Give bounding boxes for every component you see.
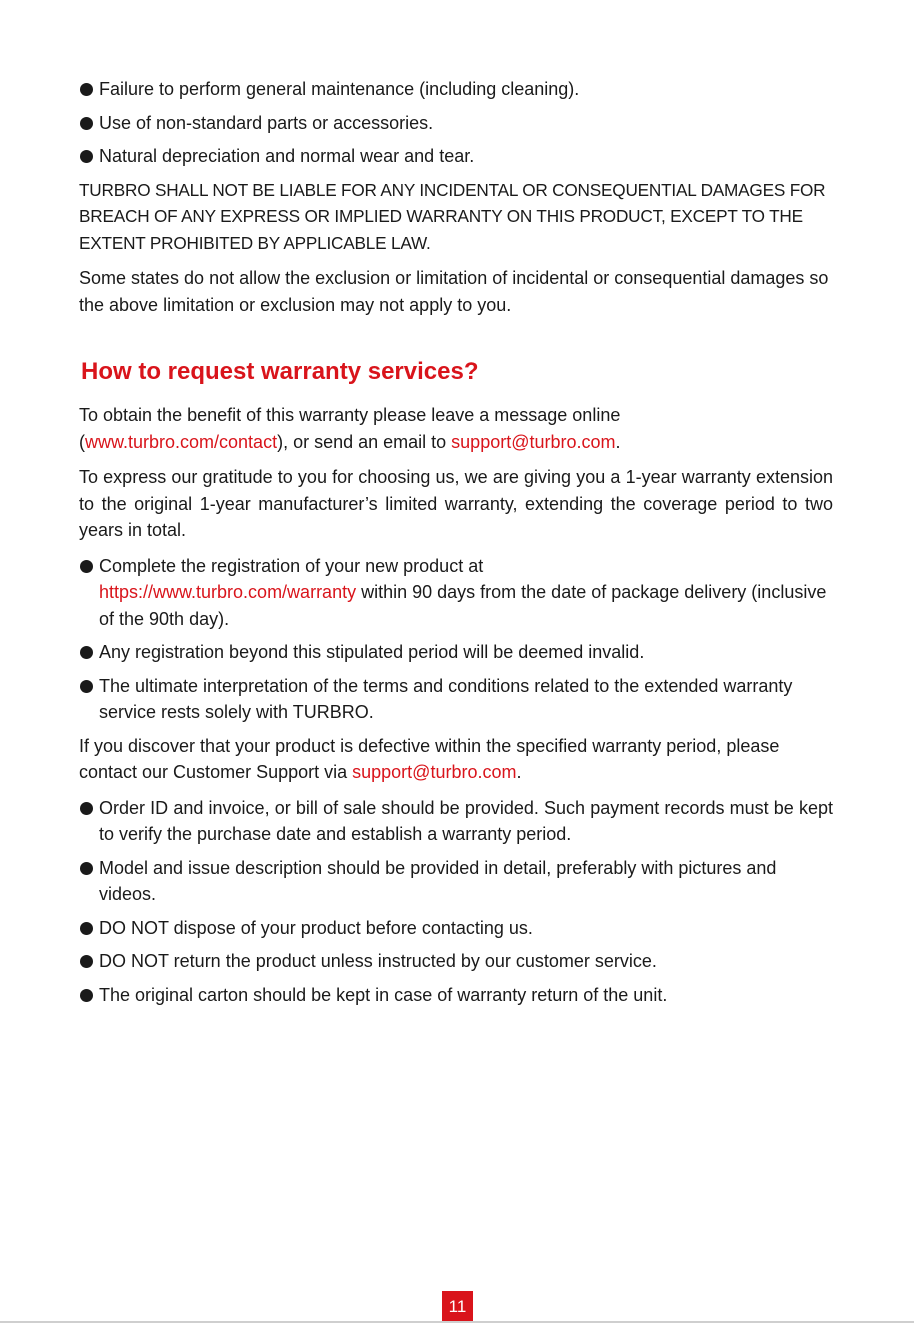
defective-paragraph: If you discover that your product is defective within the specified warranty period, please contact our Customer Support via support@turbro.com. xyxy=(79,735,780,782)
list-item: DO NOT return the product unless instructed by our customer service. xyxy=(79,948,833,975)
list-item: Order ID and invoice, or bill of sale should be provided. Such payment records must be kept to verify the purchase date and establish a warranty period. xyxy=(79,795,833,848)
bullet-dot-icon xyxy=(80,802,93,815)
obtain-paragraph: To obtain the benefit of this warranty please leave a message online (www.turbro.com/contact), or send an email to support@turbro.com. xyxy=(79,405,621,452)
contact-link[interactable]: www.turbro.com/contact xyxy=(85,431,278,452)
list-item: Use of non-standard parts or accessories. xyxy=(79,110,833,137)
support-email-link[interactable]: support@turbro.com xyxy=(352,762,517,782)
states-paragraph: Some states do not allow the exclusion or limitation of incidental or consequential damages so the above limitation or exclusion may not apply to you. xyxy=(79,268,829,315)
list-item: Natural depreciation and normal wear and tear. xyxy=(79,143,833,170)
page-content xyxy=(79,76,833,1015)
list-item: DO NOT dispose of your product before contacting us. xyxy=(79,915,833,942)
list-item: Model and issue description should be provided in detail, preferably with pictures and videos. xyxy=(79,855,833,908)
registration-list xyxy=(79,553,833,726)
bullet-dot-icon xyxy=(80,989,93,1002)
page-bottom-rule xyxy=(0,1321,914,1323)
bullet-dot-icon xyxy=(80,680,93,693)
bullet-dot-icon xyxy=(80,150,93,163)
page-number: 11 xyxy=(442,1291,473,1322)
support-email-link[interactable]: support@turbro.com xyxy=(451,431,616,452)
bullet-dot-icon xyxy=(80,955,93,968)
liability-paragraph: TURBRO SHALL NOT BE LIABLE FOR ANY INCIDENTAL OR CONSEQUENTIAL DAMAGES FOR BREACH OF ANY EXPRESS OR IMPLIED WARRANTY ON THIS PRODUCT, EXCEPT TO THE EXTENT PROHIBITED BY APPLICABLE LAW. xyxy=(79,179,826,253)
list-item: Failure to perform general maintenance (including cleaning). xyxy=(79,76,833,103)
exclusions-list xyxy=(79,76,833,170)
warranty-link[interactable]: https://www.turbro.com/warranty xyxy=(99,582,357,602)
support-requirements-list xyxy=(79,795,833,1009)
bullet-dot-icon xyxy=(80,560,93,573)
gratitude-paragraph: To express our gratitude to you for choosing us, we are giving you a 1-year warranty extension to the original 1-year manufacturer’s limited warranty, extending the coverage period to two years in total. xyxy=(79,467,833,540)
bullet-dot-icon xyxy=(80,646,93,659)
list-item: Complete the registration of your new product at https://www.turbro.com/warranty within 90 days from the date of package delivery (inclusive of the 90th day). xyxy=(79,553,833,633)
bullet-dot-icon xyxy=(80,117,93,130)
bullet-dot-icon xyxy=(80,83,93,96)
section-heading: How to request warranty services? xyxy=(81,358,479,385)
list-item: Any registration beyond this stipulated period will be deemed invalid. xyxy=(79,639,833,666)
bullet-dot-icon xyxy=(80,922,93,935)
list-item: The original carton should be kept in case of warranty return of the unit. xyxy=(79,982,833,1009)
bullet-dot-icon xyxy=(80,862,93,875)
list-item: The ultimate interpretation of the terms and conditions related to the extended warranty service rests solely with TURBRO. xyxy=(79,673,833,726)
